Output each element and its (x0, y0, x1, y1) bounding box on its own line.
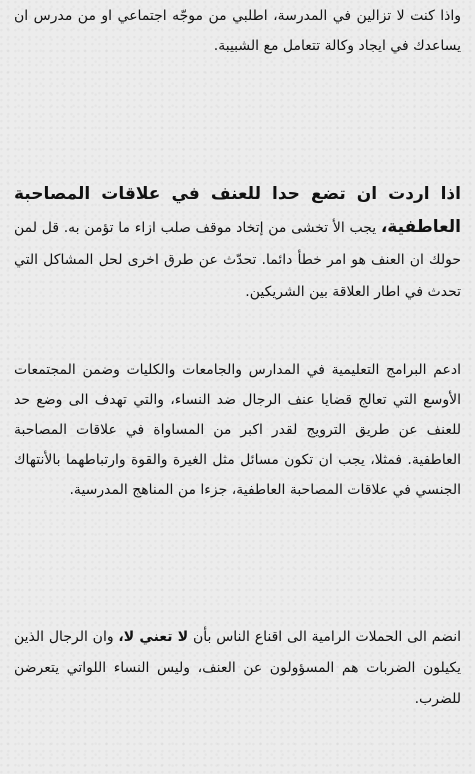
paragraph-education-programs (14, 355, 461, 505)
paragraph-school-counselor-text: واذا كنت لا تزالين في المدرسة، اطلبي من موجّه اجتماعي او من مدرس ان يساعدك في ايجاد وكالة تتعامل مع الشبيبة. (14, 8, 461, 54)
paragraph-end-violence (14, 178, 461, 308)
no-means-no-emphasis: لا تعني لا، (118, 629, 189, 645)
paragraph-school-counselor (14, 1, 461, 61)
paragraph-campaigns-rest: وان الرجال الذين يكيلون الضربات هم المسؤولون عن العنف، وليس النساء اللواتي يتعرضن للضرب. (14, 629, 461, 707)
paragraph-campaigns (14, 622, 461, 715)
paragraph-campaigns-lead: انضم الى الحملات الرامية الى اقناع الناس بأن (188, 629, 461, 645)
paragraph-education-programs-text: ادعم البرامج التعليمية في المدارس والجامعات والكليات وضمن المجتمعات الأوسع التي تعالج قضايا عنف الرجال ضد النساء، والتي تهدف الى وضع حد للعنف عن طريق الترويج لقدر اكبر من المساواة في علاقات المصاحبة العاطفية. فمثلا، يجب ان تكون مسائل مثل الغيرة والقوة وارتباطهما بالأنتهاك الجنسي في علاقات المصاحبة العاطفية، جزءا من المناهج المدرسية. (14, 362, 461, 498)
paragraph-end-violence-text: يجب الأ تخشى من إتخاد موقف صلب ازاء ما تؤمن به. قل لمن حولك ان العنف هو امر خطأ دائما. تحدّث عن طرق اخرى لحل المشاكل التي تحدث في اطار العلاقة بين الشريكين. (14, 220, 461, 300)
section-heading: اذا اردت ان تضع حدا للعنف في علاقات المصاحبة العاطفية، (14, 184, 461, 237)
